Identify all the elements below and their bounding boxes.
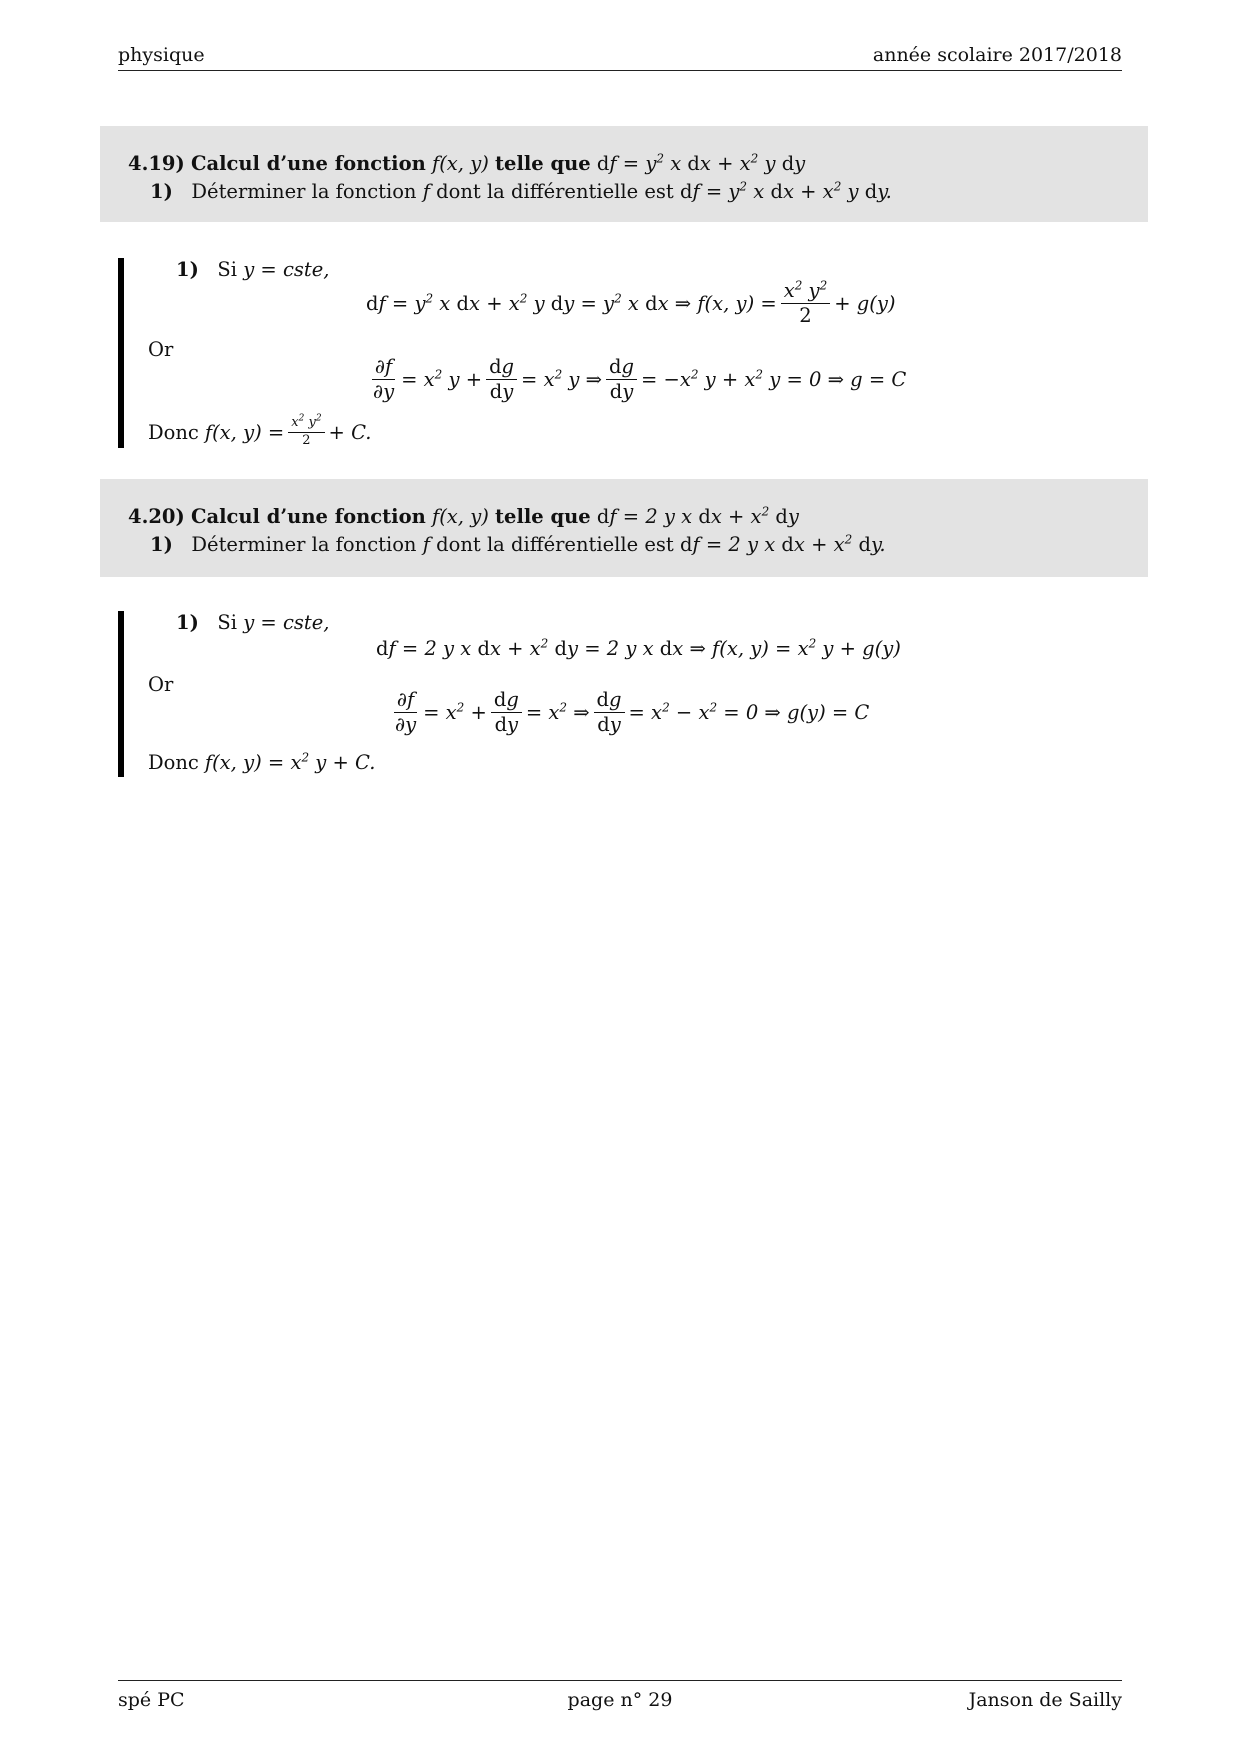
page-header	[118, 38, 1122, 71]
exercise-title: 4.19) Calcul d’une fonction f(x, y) telle que df = $y^2$ x dx + $x^2$ y dy	[128, 151, 806, 175]
header-year: année scolaire 2017/2018	[872, 44, 1122, 66]
footer-page-number: page n° 29	[567, 1689, 673, 1711]
header-subject: physique	[118, 44, 205, 66]
exercise-box-4-20	[100, 479, 1148, 577]
solution-condition: 1) Si y = cste,	[176, 611, 330, 634]
solution-condition: 1) Si y = cste,	[176, 258, 330, 281]
equation-2: $\frac{\partial f}{\partial y}$ = $x^2$ y + $\frac{dg}{dy}$ = $x^2$ y ⇒ $\frac{dg}{dy}$ = $-x^2$ $y + x^2$ y = 0 ⇒ g = C	[373, 355, 907, 404]
exercise-box-4-19	[100, 126, 1148, 222]
conclusion: Donc f(x, y) = $\frac{x^2 y^2}{2}$ + C.	[148, 413, 372, 448]
exercise-statement: 1) Déterminer la fonction f dont la différentielle est df = 2 y x dx + $x^2$ dy.	[150, 532, 886, 556]
equation-1: df = $y^2$ x dx + $x^2$ y dy = $y^2$ x dx ⇒ f(x, y) = $\frac{x^2 y^2}{2}$ + g(y)	[366, 278, 896, 328]
footer-class: spé PC	[118, 1689, 185, 1711]
solution-4-19	[118, 258, 1024, 448]
equation-1: df = 2 y x dx + $x^2$ dy = 2 y x dx ⇒ f(x, $y) = x^2$ y + g(y)	[376, 636, 901, 660]
conclusion: Donc f(x, $y) = x^2$ y + C.	[148, 750, 376, 774]
exercise-title: 4.20) Calcul d’une fonction f(x, y) telle que df = 2 y x dx + $x^2$ dy	[128, 504, 799, 528]
solution-4-20	[118, 611, 1024, 777]
exercise-statement: 1) Déterminer la fonction f dont la différentielle est df = $y^2$ x dx + $x^2$ y dy.	[150, 179, 892, 203]
or-label: Or	[148, 338, 174, 361]
page-footer	[118, 1680, 1122, 1711]
or-label: Or	[148, 673, 174, 696]
equation-2: $\frac{\partial f}{\partial y}$ = $x^2$ + $\frac{dg}{dy}$ = $x^2$ ⇒ $\frac{dg}{dy}$ = $x^2 - x^2 = 0$ ⇒ g(y) = C	[395, 688, 870, 737]
footer-school: Janson de Sailly	[968, 1689, 1122, 1711]
